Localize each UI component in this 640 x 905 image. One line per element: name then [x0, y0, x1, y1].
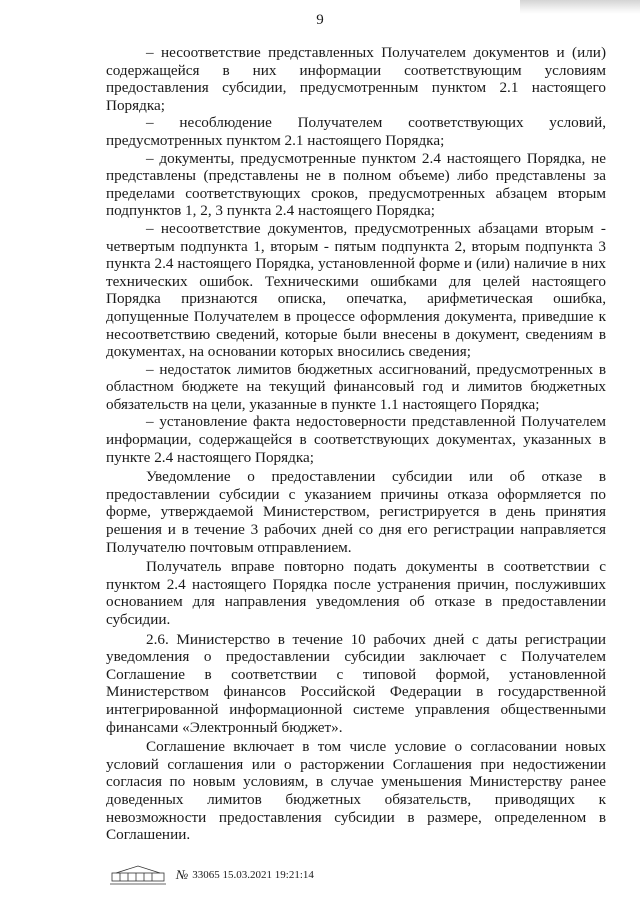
- parliament-stamp-icon: [106, 864, 170, 886]
- registration-stamp-text: 33065 15.03.2021 19:21:14: [192, 869, 314, 881]
- document-body: [106, 44, 606, 844]
- paragraph-9: 2.6. Министерство в течение 10 рабочих дней с даты регистрации уведомления о предоставлении субсидии заключает с Получателем Соглашение в соответствии с типовой формой, установленной Министерством финансов Российской Федерации в государственной интегрированной информационной системе управления общественными финансами «Электронный бюджет».: [106, 630, 606, 736]
- paragraph-7: Уведомление о предоставлении субсидии или об отказе в предоставлении субсидии с указанием причины отказа оформляется по форме, утверждаемой Министерством, регистрируется в день принятия решения и в течение 3 рабочих дней со дня его регистрации направляется Получателю почтовым отправлением.: [106, 468, 606, 556]
- paragraph-5: – недостаток лимитов бюджетных ассигнований, предусмотренных в областном бюджете на текущий финансовый год и лимитов бюджетных обязательств на цели, указанные в пункте 1.1 настоящего Порядка;: [106, 360, 606, 413]
- paragraph-8: Получатель вправе повторно подать документы в соответствии с пунктом 2.4 настоящего Порядка после устранения причин, послуживших основанием для направления уведомления об отказе в предоставлении субсидии.: [106, 558, 606, 628]
- paragraph-4: – несоответствие документов, предусмотренных абзацами вторым - четвертым подпункта 1, вторым - пятым подпункта 2, вторым подпункта 3 пункта 2.4 настоящего Порядка, установленной форме и (или) наличие в них технических ошибок. Техническими ошибками для целей настоящего Порядка признаются описка, опечатка, арифметическая ошибка, допущенные Получателем в процессе оформления документа, приведшие к несоответствию сведений, которые были внесены в документ, сведениям в документах, на основании которых вносились сведения;: [106, 219, 606, 361]
- page-number: 9: [316, 12, 324, 28]
- paragraph-10: Соглашение включает в том числе условие о согласовании новых условий соглашения или о расторжении Соглашения при недостижении согласия по новым условиям, в случае уменьшения Министерству ранее доведенных лимитов бюджетных обязательств, приводящих к невозможности предоставления субсидии в размере, определенном в Соглашении.: [106, 738, 606, 844]
- paragraph-6: – установление факта недостоверности представленной Получателем информации, содержащейся в соответствующих документах, указанных в пункте 2.4 настоящего Порядка;: [106, 413, 606, 466]
- paragraph-3: – документы, предусмотренные пунктом 2.4 настоящего Порядка, не представлены (представлены не в полном объеме) либо представлены за пределами соответствующих сроков, предусмотренных абзацем вторым подпунктов 1, 2, 3 пункта 2.4 настоящего Порядка;: [106, 149, 606, 220]
- paragraph-2: – несоблюдение Получателем соответствующих условий, предусмотренных пунктом 2.1 настоящего Порядка;: [106, 114, 606, 149]
- paragraph-1: – несоответствие представленных Получателем документов и (или) содержащейся в них информации соответствующим условиям предоставления субсидии, предусмотренным пунктом 2.1 настоящего Порядка;: [106, 44, 606, 114]
- registration-footer: [106, 864, 314, 886]
- registration-number-sign: №: [176, 867, 189, 882]
